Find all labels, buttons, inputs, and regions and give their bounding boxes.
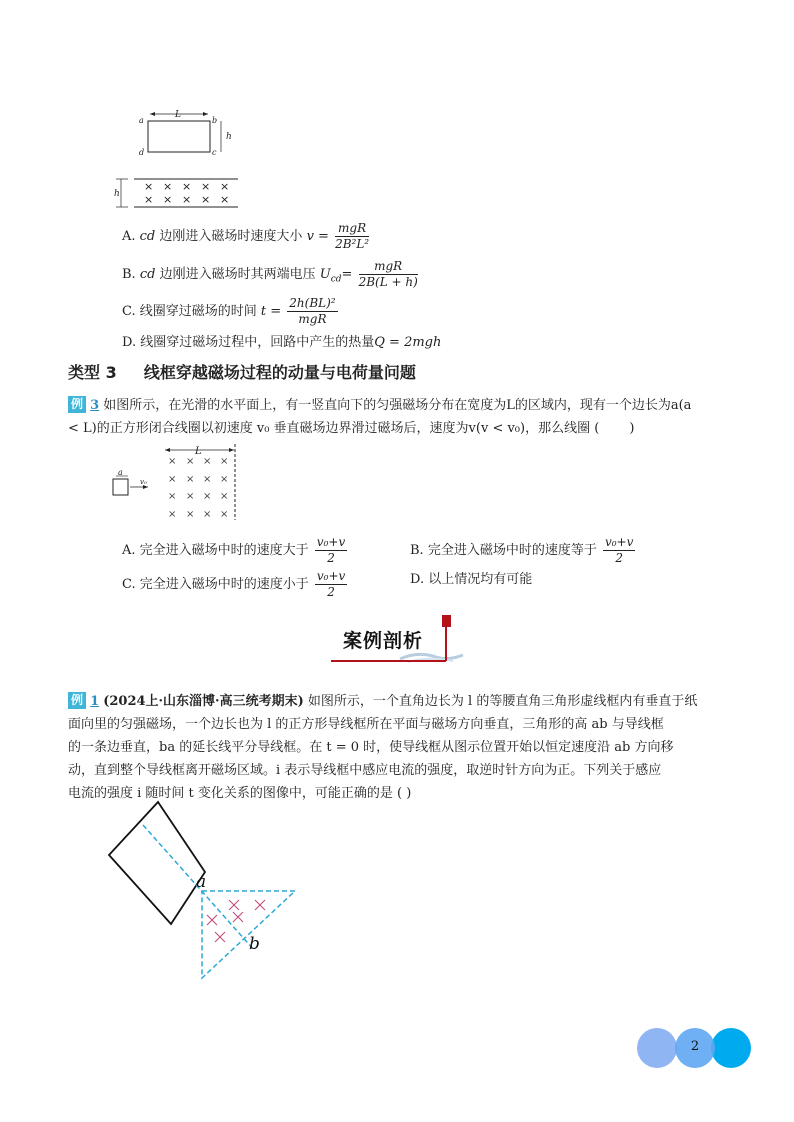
svg-text:×: × xyxy=(186,456,195,467)
svg-text:×: × xyxy=(220,180,230,193)
magnetic-field-crosses xyxy=(144,180,229,206)
svg-text:×: × xyxy=(168,509,177,520)
option-d-ex3: D. 以上情况均有可能 xyxy=(410,572,533,587)
example-number: 1 xyxy=(90,694,100,709)
svg-text:×: × xyxy=(144,180,154,193)
svg-text:×: × xyxy=(163,193,173,206)
svg-text:×: × xyxy=(220,491,229,502)
svg-text:×: × xyxy=(203,491,212,502)
svg-text:×: × xyxy=(144,193,154,206)
section-type-label: 类型 3 xyxy=(68,363,117,382)
example-number: 3 xyxy=(90,398,100,413)
option-a-top: A. cd 边刚进入磁场时速度大小 v = $\frac{\text{mgR}}{\text{2B²L²}}$ xyxy=(122,221,370,251)
coil-field-diagram xyxy=(108,440,243,525)
svg-text:×: × xyxy=(163,180,173,193)
svg-text:×: × xyxy=(186,509,195,520)
svg-text:×: × xyxy=(203,509,212,520)
label-d: d xyxy=(139,148,145,157)
label-L: L xyxy=(195,446,202,457)
label-a: a xyxy=(196,872,207,892)
option-d-top: D. 线圈穿过磁场过程中，回路中产生的热量Q = 2mgh xyxy=(122,335,442,350)
svg-text:×: × xyxy=(220,456,229,467)
label-a: a xyxy=(139,116,144,125)
label-c: c xyxy=(212,148,217,157)
svg-text:×: × xyxy=(168,456,177,467)
circle-left xyxy=(637,1028,677,1068)
fraction: $\frac{\text{v₀+v}}{2}$ xyxy=(604,535,634,565)
square-coil xyxy=(113,479,128,495)
option-b-top: B. cd 边刚进入磁场时其两端电压 $U_{cd}=$ $\frac{\text{mgR}}{2B(L + h)}$ xyxy=(122,259,418,289)
svg-text:×: × xyxy=(186,474,195,485)
svg-text:×: × xyxy=(201,180,211,193)
option-c-top: C. 线圈穿过磁场的时间 t = $\frac{\text{2h(BL)²}}{\text{mgR}}$ xyxy=(122,296,336,326)
svg-text:×: × xyxy=(203,474,212,485)
fraction: $\frac{\text{2h(BL)²}}{\text{mgR}}$ xyxy=(289,296,336,326)
section-heading xyxy=(68,360,416,383)
example3-text: 例 3 如图所示，在光滑的水平面上，有一竖直向下的匀强磁场分布在宽度为L的区域内，现有一个边长为a(a < L)的正方形闭合线圈以初速度 v₀ 垂直磁场边界滑过磁场后，速度为v(v < v₀)，那么线圈 ( ) xyxy=(68,397,692,436)
option-b-ex3: B. 完全进入磁场中时的速度等于 $\frac{\text{v₀+v}}{2}$ xyxy=(410,535,634,565)
label-a: a xyxy=(118,468,123,477)
option-a-ex3: A. 完全进入磁场中时的速度大于 $\frac{\text{v₀+v}}{2}$ xyxy=(122,535,346,565)
case-title: 案例剖析 xyxy=(343,630,424,652)
square-wire-frame xyxy=(109,802,205,924)
label-v0: v₀ xyxy=(140,478,147,486)
page-number-decoration xyxy=(637,1028,752,1068)
svg-text:×: × xyxy=(186,491,195,502)
svg-text:×: × xyxy=(168,491,177,502)
rectangle-frame xyxy=(148,121,210,152)
example1-text: 例 1 (2024上·山东淄博·高三统考期末) 如图所示，一个直角边长为 l 的等腰直角三角形虚线框内有垂直于纸 面向里的匀强磁场，一个边长也为 l 的正方形导线框所在平面与磁场方向垂直，三角形的高 ab 与导线框 的一条边垂直，ba 的延长线平分导线框。在 t = 0 时，使导线框从图示位置开始以恒定速度沿 ab 方向移 动，直到整个导线框离开磁场区域。i 表示导线框中感应电流的强度，取逆时针方向为正。下列关于感应 电流的强度 i 随时间 t 变化关系的图像中，可能正确的是 ( ) xyxy=(68,693,698,801)
frame-field-diagram xyxy=(108,108,248,213)
svg-text:×: × xyxy=(203,456,212,467)
fraction: $\frac{\text{v₀+v}}{2}$ xyxy=(316,535,346,565)
label-h-frame: h xyxy=(226,132,232,142)
magnetic-field-crosses xyxy=(168,456,228,520)
fraction: $\frac{\text{mgR}}{2B(L + h)}$ xyxy=(358,259,418,289)
page-number: 2 xyxy=(690,1039,700,1054)
svg-text:×: × xyxy=(220,474,229,485)
svg-text:×: × xyxy=(201,193,211,206)
fraction: $\frac{\text{v₀+v}}{2}$ xyxy=(316,569,346,599)
label-b: b xyxy=(249,934,260,954)
option-c-ex3: C. 完全进入磁场中时的速度小于 $\frac{\text{v₀+v}}{2}$ xyxy=(122,569,346,599)
label-h-field: h xyxy=(114,189,120,199)
svg-text:×: × xyxy=(182,193,192,206)
section-title: 线框穿越磁场过程的动量与电荷量问题 xyxy=(143,363,416,382)
example-badge: 例 xyxy=(68,692,86,709)
label-L: L xyxy=(175,110,181,120)
fraction: $\frac{\text{mgR}}{\text{2B²L²}}$ xyxy=(335,221,370,251)
svg-text:×: × xyxy=(220,509,229,520)
case-banner xyxy=(328,615,468,665)
svg-text:×: × xyxy=(182,180,192,193)
label-b: b xyxy=(212,116,218,125)
circle-right xyxy=(711,1028,751,1068)
example-badge: 例 xyxy=(68,396,86,413)
svg-text:×: × xyxy=(168,474,177,485)
square-triangle-diagram xyxy=(105,800,305,985)
svg-text:×: × xyxy=(220,193,230,206)
